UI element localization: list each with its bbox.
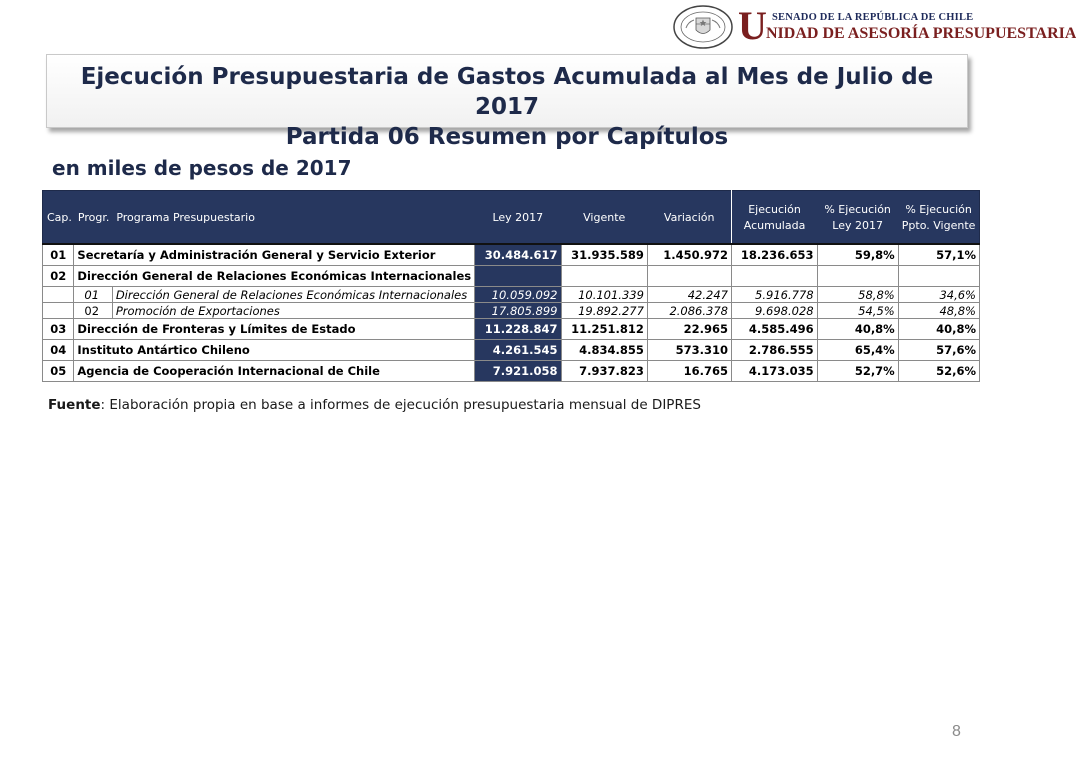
cell-pct-ley: 65,4%: [817, 340, 898, 361]
cell-pct-ley: [817, 266, 898, 287]
cell-pct-vigente: 52,6%: [898, 361, 979, 382]
cell-ley: 10.059.092: [475, 287, 561, 303]
header-pct-vigente-l2: Ppto. Vigente: [901, 218, 976, 232]
header-progr: Progr.: [74, 191, 112, 245]
header-ejecucion-l1: Ejecución: [748, 202, 801, 216]
cell-cap: 01: [43, 244, 74, 266]
cell-pct-vigente: 34,6%: [898, 287, 979, 303]
table-row: [43, 266, 980, 287]
cell-name: Instituto Antártico Chileno: [74, 340, 475, 361]
cell-ejecucion: 4.585.496: [731, 319, 817, 340]
logo-top-text: SENADO DE LA REPÚBLICA DE CHILE: [772, 12, 974, 23]
cell-name: Dirección de Fronteras y Límites de Estado: [74, 319, 475, 340]
cell-ejecucion: 9.698.028: [731, 303, 817, 319]
cell-cap: [43, 287, 74, 303]
cell-variacion: 42.247: [647, 287, 731, 303]
table-row: [43, 361, 980, 382]
table-row: [43, 287, 980, 303]
cell-pct-ley: 40,8%: [817, 319, 898, 340]
header-cap: Cap.: [43, 191, 74, 245]
cell-pct-vigente: 57,6%: [898, 340, 979, 361]
cell-progr: 01: [74, 287, 112, 303]
header-ley: Ley 2017: [475, 191, 561, 245]
header-pct-vigente-l1: % Ejecución: [905, 202, 972, 216]
table-row: [43, 340, 980, 361]
cell-vigente: 11.251.812: [561, 319, 647, 340]
source-text: : Elaboración propia en base a informes de ejecución presupuestaria mensual de DIPRES: [100, 397, 701, 413]
logo-initial: U: [738, 3, 767, 48]
budget-table: [42, 190, 980, 382]
cell-variacion: [647, 266, 731, 287]
senate-logo: [672, 3, 1076, 52]
senate-seal-icon: [672, 4, 734, 50]
header-ejecucion-l2: Acumulada: [743, 218, 806, 232]
table-header-row: [43, 191, 980, 245]
table-row: [43, 244, 980, 266]
source-label: Fuente: [48, 397, 101, 413]
cell-ley: 30.484.617: [475, 244, 561, 266]
header-pct-ley: [817, 191, 898, 245]
header-ejecucion: [731, 191, 817, 245]
cell-ejecucion: 18.236.653: [731, 244, 817, 266]
cell-cap: 05: [43, 361, 74, 382]
page-number: 8: [952, 723, 961, 740]
title-line-2: Partida 06 Resumen por Capítulos: [285, 124, 729, 150]
title-box: [46, 54, 968, 150]
cell-name: Dirección General de Relaciones Económicas Internacionales: [112, 287, 474, 303]
cell-vigente: [561, 266, 647, 287]
cell-cap: 04: [43, 340, 74, 361]
cell-name: Dirección General de Relaciones Económicas Internacionales: [74, 266, 475, 287]
cell-pct-ley: 59,8%: [817, 244, 898, 266]
cell-cap: 02: [43, 266, 74, 287]
cell-name: Promoción de Exportaciones: [112, 303, 474, 319]
cell-variacion: 573.310: [647, 340, 731, 361]
cell-progr: 02: [74, 303, 112, 319]
cell-ley: 7.921.058: [475, 361, 561, 382]
cell-cap: 03: [43, 319, 74, 340]
header-programa: Programa Presupuestario: [112, 191, 474, 245]
header-vigente: Vigente: [561, 191, 647, 245]
cell-ejecucion: 5.916.778: [731, 287, 817, 303]
header-pct-ley-l2: Ley 2017: [832, 218, 883, 232]
cell-pct-vigente: [898, 266, 979, 287]
cell-vigente: 31.935.589: [561, 244, 647, 266]
title-line-1: Ejecución Presupuestaria de Gastos Acumulada al Mes de Julio de 2017: [80, 64, 934, 120]
source-note: [48, 397, 701, 413]
header-pct-vigente: [898, 191, 979, 245]
cell-pct-vigente: 48,8%: [898, 303, 979, 319]
table-row: [43, 319, 980, 340]
cell-variacion: 2.086.378: [647, 303, 731, 319]
cell-pct-vigente: 57,1%: [898, 244, 979, 266]
cell-vigente: 4.834.855: [561, 340, 647, 361]
cell-ley: 17.805.899: [475, 303, 561, 319]
cell-name: Agencia de Cooperación Internacional de Chile: [74, 361, 475, 382]
cell-name: Secretaría y Administración General y Servicio Exterior: [74, 244, 475, 266]
cell-ley: 11.228.847: [475, 319, 561, 340]
cell-ley: 4.261.545: [475, 340, 561, 361]
cell-variacion: 1.450.972: [647, 244, 731, 266]
cell-ejecucion: 4.173.035: [731, 361, 817, 382]
cell-vigente: 7.937.823: [561, 361, 647, 382]
cell-pct-vigente: 40,8%: [898, 319, 979, 340]
units-subtitle: en miles de pesos de 2017: [52, 156, 352, 180]
header-pct-ley-l1: % Ejecución: [824, 202, 891, 216]
cell-ley: [475, 266, 561, 287]
cell-variacion: 16.765: [647, 361, 731, 382]
cell-vigente: 19.892.277: [561, 303, 647, 319]
cell-vigente: 10.101.339: [561, 287, 647, 303]
cell-variacion: 22.965: [647, 319, 731, 340]
table-row: [43, 303, 980, 319]
cell-pct-ley: 58,8%: [817, 287, 898, 303]
cell-pct-ley: 52,7%: [817, 361, 898, 382]
header-variacion: Variación: [647, 191, 731, 245]
cell-cap: [43, 303, 74, 319]
logo-bottom-text: NIDAD DE ASESORÍA PRESUPUESTARIA: [766, 25, 1076, 42]
cell-pct-ley: 54,5%: [817, 303, 898, 319]
cell-ejecucion: [731, 266, 817, 287]
cell-ejecucion: 2.786.555: [731, 340, 817, 361]
